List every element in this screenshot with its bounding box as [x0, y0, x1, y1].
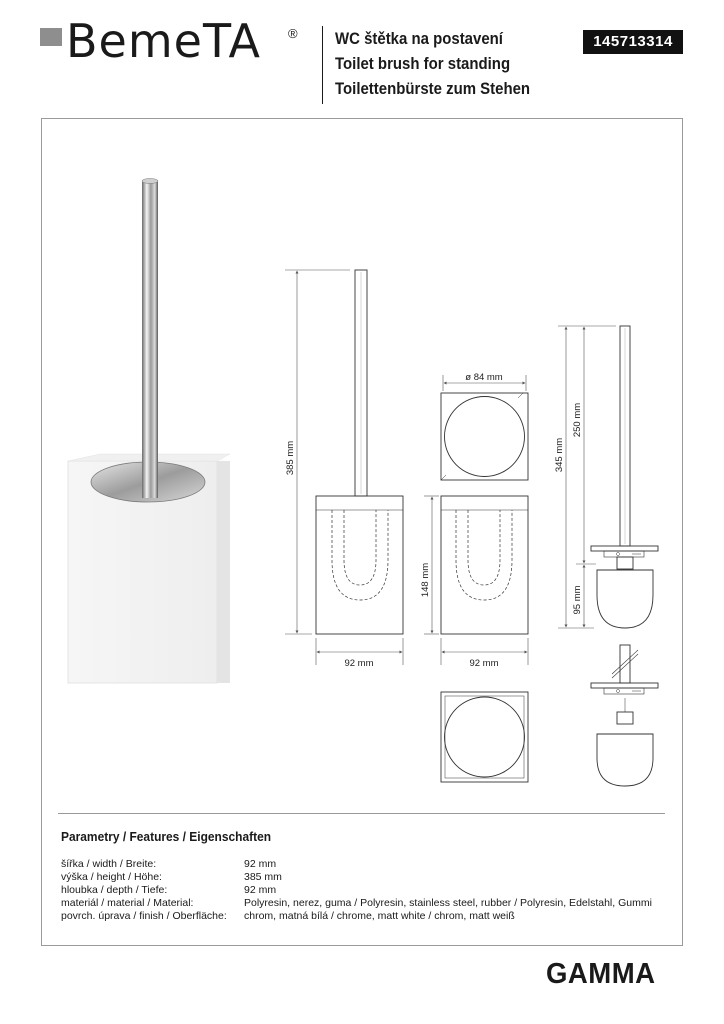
- title-german: Toilettenbürste zum Stehen: [335, 79, 531, 98]
- title-czech: WC štětka na postavení: [335, 29, 503, 48]
- brush-head: [597, 570, 653, 628]
- title-english: Toilet brush for standing: [335, 54, 511, 73]
- side-view: [441, 496, 528, 634]
- top-view-upper: [441, 393, 528, 480]
- dim-handle-length-label: 250 mm: [572, 402, 583, 438]
- photo-rod-cap: [142, 179, 158, 184]
- photo-handle-rod: [142, 180, 158, 498]
- param-value: chrom, matná bílá / chrome, matt white / chrom, matt weiß: [244, 910, 515, 922]
- dim-total-height-label: 385 mm: [285, 440, 296, 476]
- param-value: 92 mm: [244, 884, 277, 896]
- product-photo: [68, 179, 230, 684]
- param-label: výška / height / Höhe:: [61, 871, 162, 883]
- param-value: 385 mm: [244, 871, 282, 883]
- param-label: materiál / material / Material:: [61, 897, 194, 909]
- logo-text: BemeTA: [66, 14, 261, 68]
- dim-handle-length: [576, 328, 596, 564]
- dim-brush-length: [558, 326, 616, 628]
- dim-head-height-label: 95 mm: [572, 585, 583, 615]
- front-view: [316, 270, 403, 634]
- dim-container-height-label: 148 mm: [420, 562, 431, 598]
- parameters-title: Parametry / Features / Eigenschaften: [61, 829, 272, 844]
- param-value: 92 mm: [244, 858, 277, 870]
- dim-brush-length-label: 345 mm: [554, 437, 565, 473]
- dim-front-width-label: 92 mm: [344, 658, 374, 669]
- registered-mark: ®: [288, 26, 298, 41]
- brush-exploded-view: [591, 645, 658, 786]
- parameters-divider: [58, 813, 665, 814]
- series-name: GAMMA: [546, 958, 656, 990]
- param-label: šířka / width / Breite:: [61, 858, 157, 870]
- photo-box-side: [217, 461, 230, 683]
- top-view-lower: [441, 692, 528, 782]
- dim-top-diameter-label: ø 84 mm: [465, 372, 503, 383]
- param-label: povrch. úprava / finish / Oberfläche:: [61, 910, 227, 922]
- product-code: 145713314: [583, 30, 683, 54]
- front-container: [316, 496, 403, 634]
- dim-side-width-label: 92 mm: [469, 658, 499, 669]
- param-value: Polyresin, nerez, guma / Polyresin, stainless steel, rubber / Polyresin, Edelstahl, Gummi: [244, 897, 652, 909]
- param-label: hloubka / depth / Tiefe:: [61, 884, 168, 896]
- front-inner-cavity: [332, 510, 388, 600]
- brush-view: [591, 326, 658, 628]
